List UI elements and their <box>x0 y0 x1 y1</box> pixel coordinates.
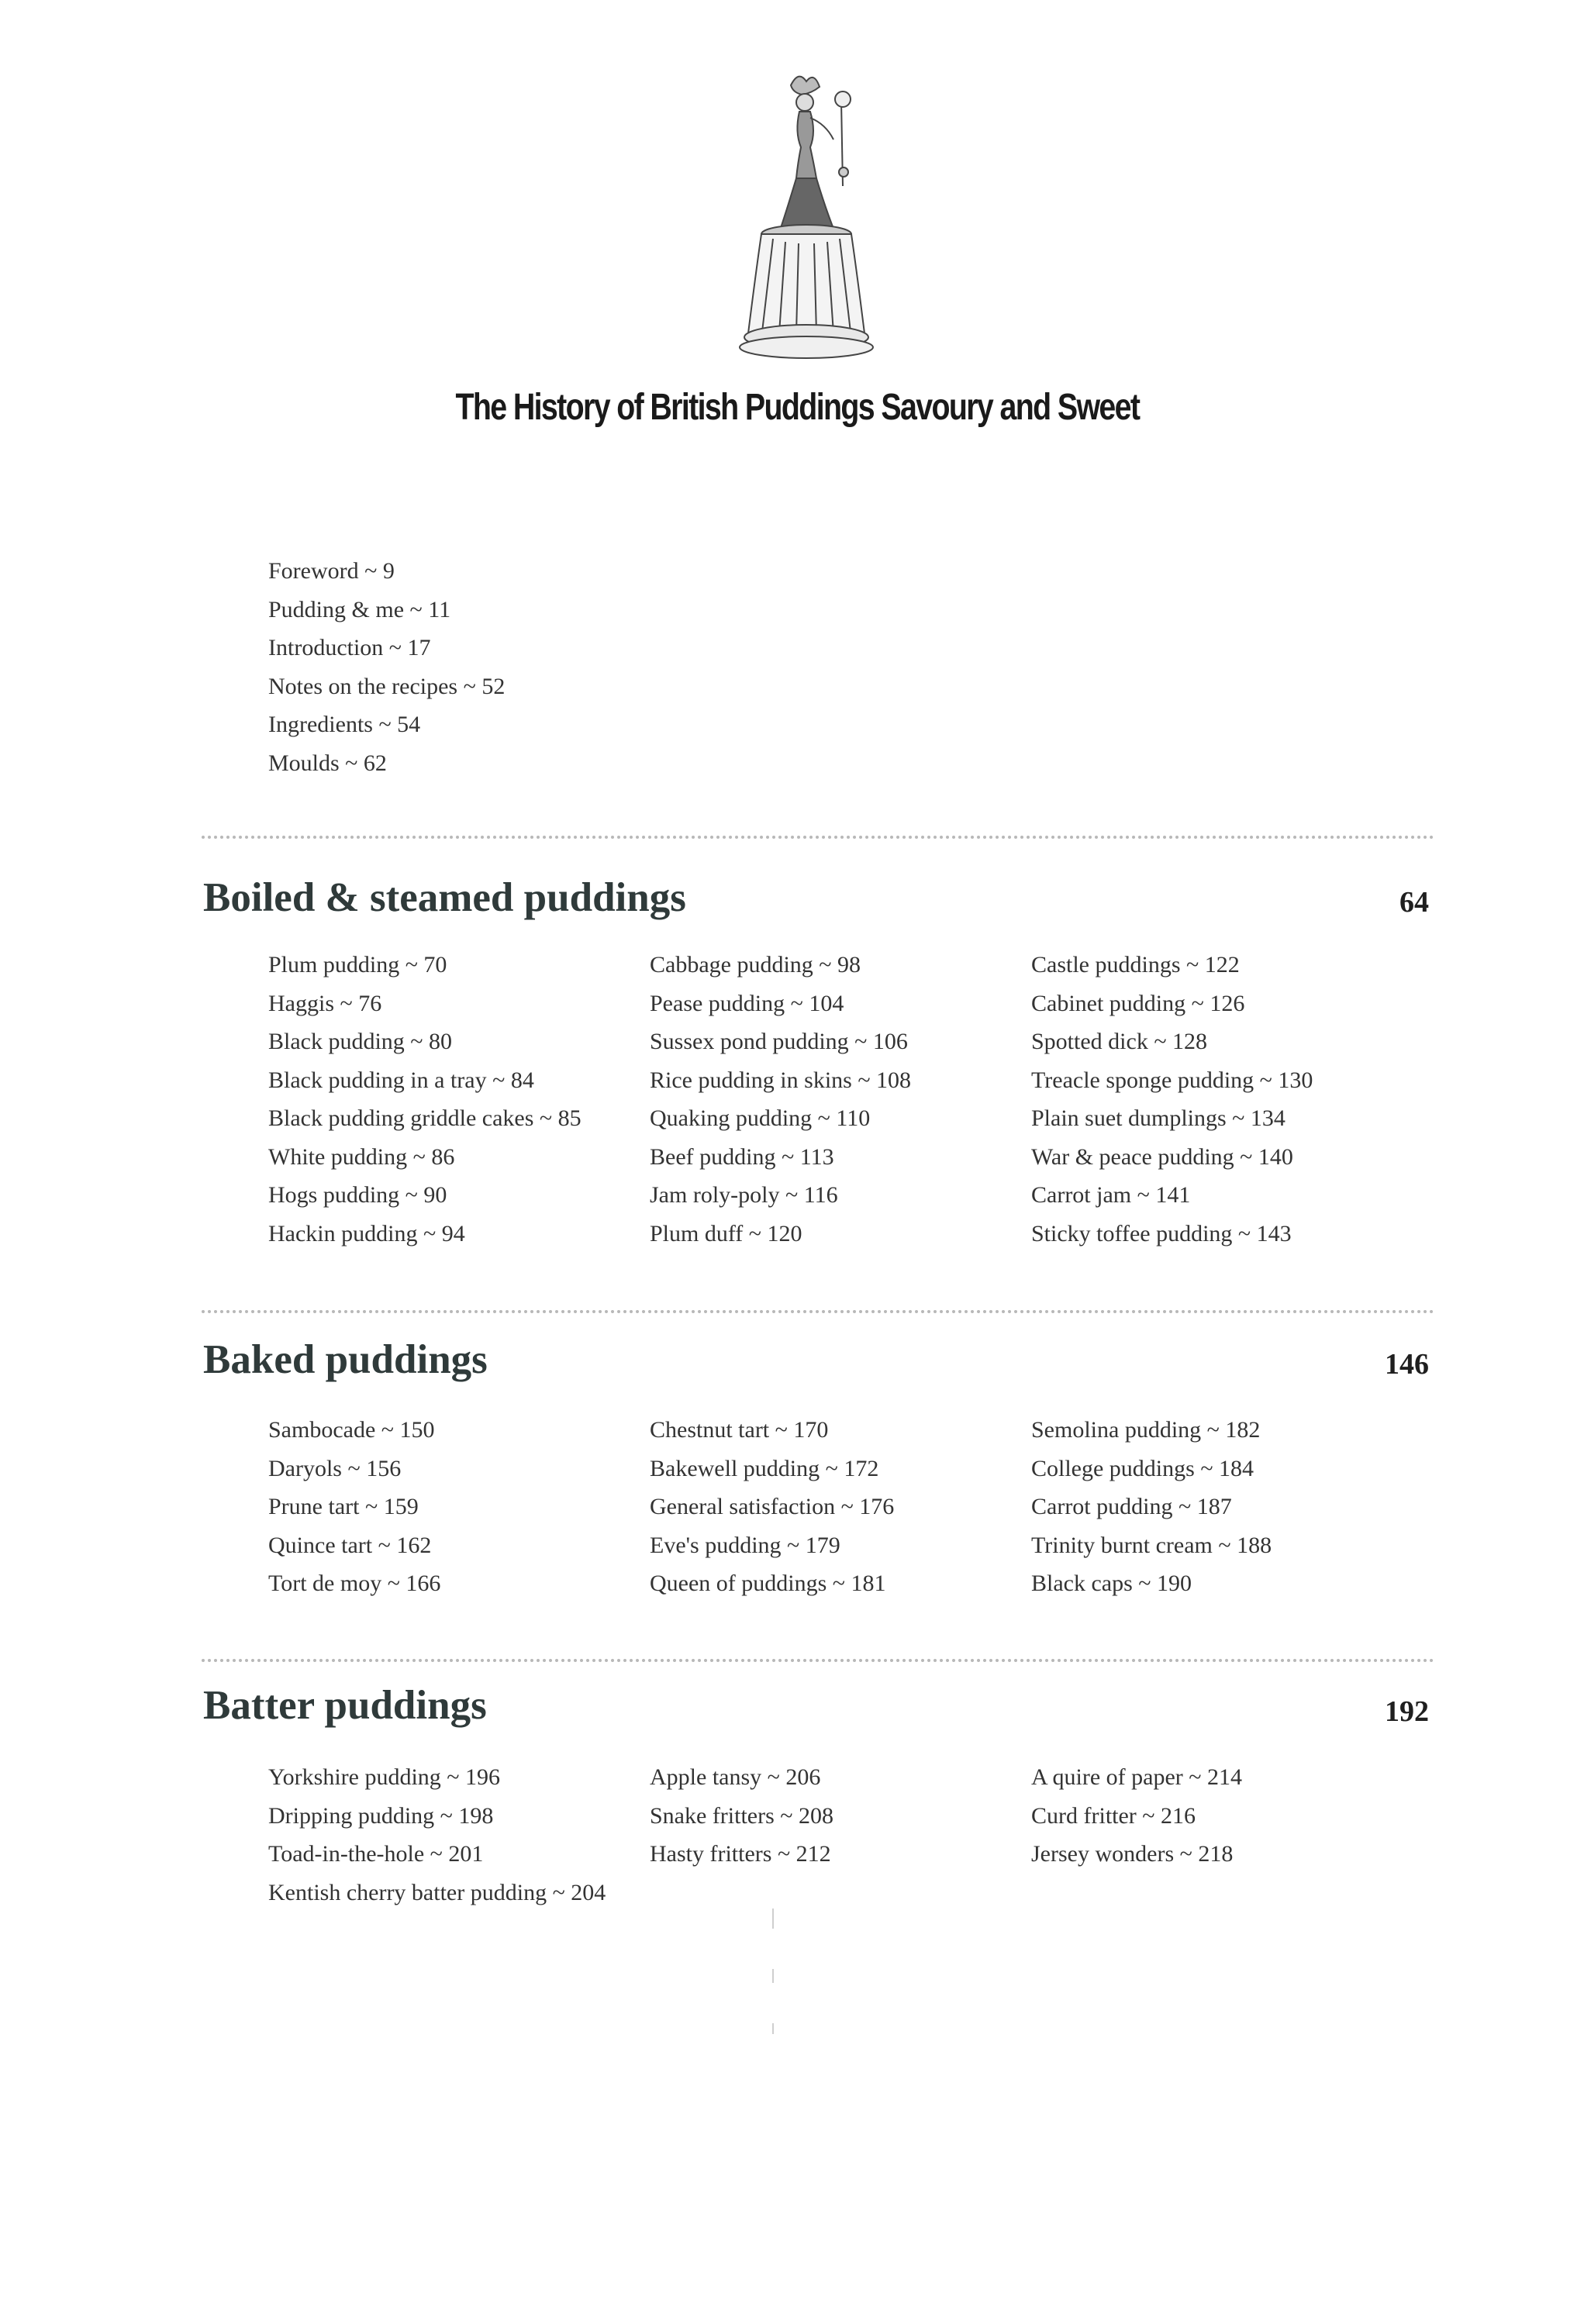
contents-entry: Curd fritter ~ 216 <box>1031 1802 1196 1829</box>
contents-entry: Pease pudding ~ 104 <box>650 990 844 1016</box>
contents-entry: Haggis ~ 76 <box>268 990 382 1016</box>
front-matter-entry: Pudding & me ~ 11 <box>268 596 451 622</box>
contents-entry: Apple tansy ~ 206 <box>650 1764 821 1790</box>
contents-entry: White pudding ~ 86 <box>268 1143 455 1170</box>
section-title: Boiled & steamed puddings <box>203 875 686 920</box>
scan-mark <box>772 1909 774 1929</box>
contents-entry: Chestnut tart ~ 170 <box>650 1417 829 1443</box>
section-title: Batter puddings <box>203 1683 487 1728</box>
contents-entry: Sussex pond pudding ~ 106 <box>650 1029 908 1054</box>
contents-entry: Cabinet pudding ~ 126 <box>1031 990 1245 1016</box>
contents-entry: Eve's pudding ~ 179 <box>650 1532 840 1558</box>
contents-entry: Hogs pudding ~ 90 <box>268 1182 447 1208</box>
section-column <box>268 946 581 1253</box>
contents-entry: Toad-in-the-hole ~ 201 <box>268 1841 484 1867</box>
section-page-number: 146 <box>1385 1348 1429 1381</box>
dotted-divider <box>202 1310 1434 1313</box>
scan-mark <box>772 2023 774 2034</box>
section-column <box>650 1758 833 1874</box>
front-matter-entry: Ingredients ~ 54 <box>268 712 421 737</box>
contents-entry: A quire of paper ~ 214 <box>1031 1764 1242 1790</box>
contents-entry: Sambocade ~ 150 <box>268 1417 435 1443</box>
front-matter-entry: Moulds ~ 62 <box>268 750 387 776</box>
contents-entry: College puddings ~ 184 <box>1031 1455 1254 1481</box>
contents-entry: Castle puddings ~ 122 <box>1031 952 1240 978</box>
contents-entry: Plum pudding ~ 70 <box>268 952 447 978</box>
contents-entry: Dripping pudding ~ 198 <box>268 1802 494 1829</box>
contents-entry: Tort de moy ~ 166 <box>268 1571 441 1596</box>
lady-on-jelly-mould-icon <box>725 70 888 372</box>
section-page-number: 192 <box>1385 1695 1429 1728</box>
book-title: The History of British Puddings Savoury and Sweet <box>455 387 1140 428</box>
lady-on-jelly-mould-illustration <box>725 70 888 372</box>
contents-entry: Black pudding in a tray ~ 84 <box>268 1067 534 1093</box>
contents-entry: Jam roly-poly ~ 116 <box>650 1182 838 1208</box>
contents-entry: Daryols ~ 156 <box>268 1455 402 1481</box>
contents-entry: Trinity burnt cream ~ 188 <box>1031 1532 1272 1558</box>
contents-entry: Plain suet dumplings ~ 134 <box>1031 1105 1285 1131</box>
contents-entry: Hasty fritters ~ 212 <box>650 1841 831 1867</box>
contents-entry: Queen of puddings ~ 181 <box>650 1571 886 1596</box>
section-column <box>1031 946 1313 1253</box>
contents-entry: Plum duff ~ 120 <box>650 1220 802 1246</box>
contents-entry: Semolina pudding ~ 182 <box>1031 1417 1261 1443</box>
contents-entry: War & peace pudding ~ 140 <box>1031 1143 1293 1170</box>
contents-entry: Spotted dick ~ 128 <box>1031 1029 1208 1054</box>
contents-entry: Carrot jam ~ 141 <box>1031 1182 1191 1208</box>
contents-entry: Quince tart ~ 162 <box>268 1532 432 1558</box>
contents-entry: Yorkshire pudding ~ 196 <box>268 1764 501 1790</box>
dotted-divider <box>202 1659 1434 1662</box>
contents-entry: Black caps ~ 190 <box>1031 1571 1192 1596</box>
contents-entry: General satisfaction ~ 176 <box>650 1494 895 1519</box>
contents-entry: Bakewell pudding ~ 172 <box>650 1455 879 1481</box>
section-column <box>268 1411 440 1603</box>
contents-entry: Black pudding ~ 80 <box>268 1029 453 1054</box>
contents-entry: Beef pudding ~ 113 <box>650 1143 834 1170</box>
front-matter-list <box>268 552 505 782</box>
front-matter-entry: Notes on the recipes ~ 52 <box>268 673 506 699</box>
contents-entry: Rice pudding in skins ~ 108 <box>650 1067 912 1093</box>
contents-entry: Cabbage pudding ~ 98 <box>650 952 861 978</box>
contents-entry: Hackin pudding ~ 94 <box>268 1220 465 1246</box>
contents-entry: Sticky toffee pudding ~ 143 <box>1031 1220 1292 1246</box>
section-column <box>1031 1758 1242 1874</box>
dotted-divider <box>202 836 1434 839</box>
section-column <box>268 1758 606 1912</box>
section-page-number: 64 <box>1399 886 1429 919</box>
contents-entry: Carrot pudding ~ 187 <box>1031 1494 1232 1519</box>
contents-entry: Treacle sponge pudding ~ 130 <box>1031 1067 1313 1093</box>
contents-entry: Prune tart ~ 159 <box>268 1494 419 1519</box>
contents-entry: Black pudding griddle cakes ~ 85 <box>268 1105 581 1131</box>
contents-entry: Snake fritters ~ 208 <box>650 1802 834 1829</box>
section-column <box>650 1411 894 1603</box>
front-matter-entry: Foreword ~ 9 <box>268 558 395 584</box>
contents-entry: Kentish cherry batter pudding ~ 204 <box>268 1879 606 1905</box>
front-matter-entry: Introduction ~ 17 <box>268 635 431 660</box>
section-title: Baked puddings <box>203 1337 488 1382</box>
contents-entry: Jersey wonders ~ 218 <box>1031 1841 1234 1867</box>
contents-entry: Quaking pudding ~ 110 <box>650 1105 871 1131</box>
section-column <box>650 946 911 1253</box>
section-column <box>1031 1411 1272 1603</box>
scan-mark <box>772 1969 774 1983</box>
